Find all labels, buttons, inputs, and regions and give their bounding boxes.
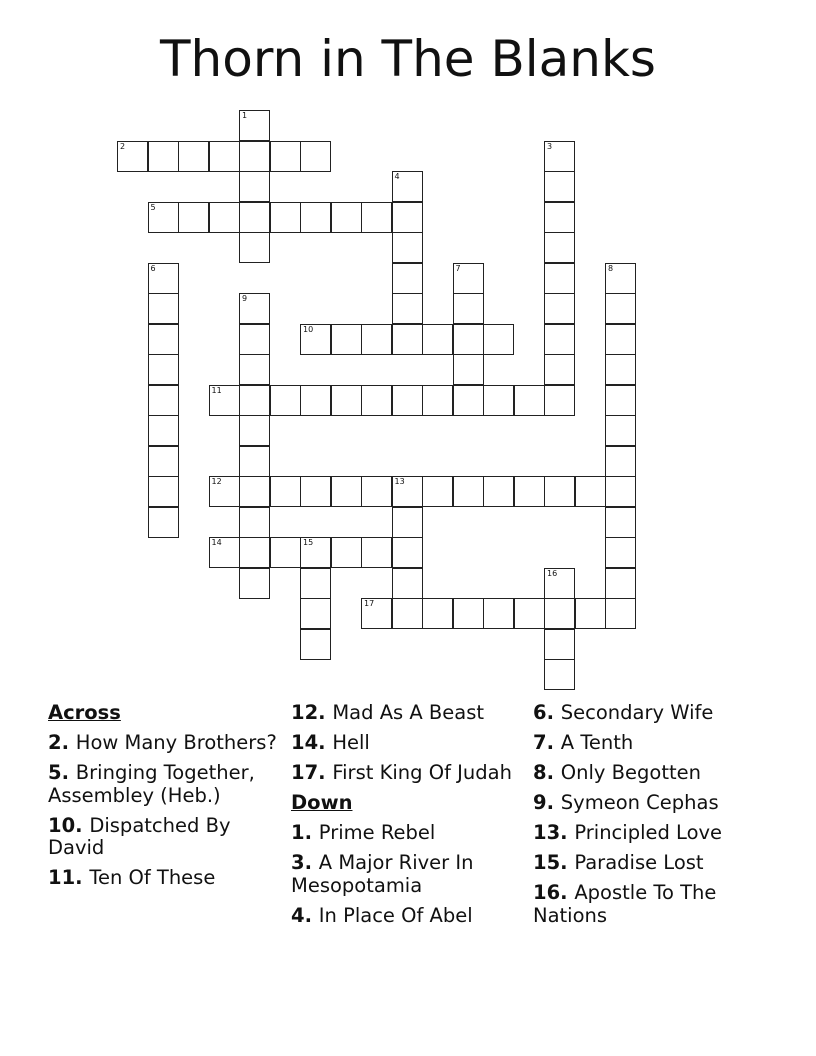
- grid-cell[interactable]: [453, 263, 484, 294]
- grid-cell[interactable]: [331, 476, 362, 507]
- grid-cell[interactable]: [361, 476, 392, 507]
- cell-number: 10: [303, 324, 314, 334]
- grid-cell[interactable]: [392, 263, 423, 294]
- grid-cell[interactable]: [239, 171, 270, 202]
- grid-cell[interactable]: [300, 324, 331, 355]
- grid-cell[interactable]: [392, 507, 423, 538]
- grid-cell[interactable]: [483, 324, 514, 355]
- clue-across-14: 14. Hell: [291, 731, 370, 754]
- grid-cell[interactable]: [239, 141, 270, 172]
- clue-across-17: 17. First King Of Judah: [291, 761, 512, 784]
- grid-cell[interactable]: [178, 202, 209, 233]
- grid-cell[interactable]: [300, 476, 331, 507]
- grid-cell[interactable]: [544, 659, 575, 690]
- grid-cell[interactable]: [300, 629, 331, 660]
- clue-text: Secondary Wife: [560, 701, 714, 724]
- cell-number: 6: [150, 263, 156, 273]
- grid-cell[interactable]: [270, 385, 301, 416]
- grid-cell[interactable]: [453, 293, 484, 324]
- grid-cell[interactable]: [392, 202, 423, 233]
- grid-cell[interactable]: [148, 385, 179, 416]
- clue-down-6: 6. Secondary Wife: [533, 701, 714, 724]
- grid-cell[interactable]: [300, 202, 331, 233]
- grid-cell[interactable]: [361, 385, 392, 416]
- clues-column-2: [291, 702, 527, 935]
- grid-cell[interactable]: [239, 446, 270, 477]
- grid-cell[interactable]: [605, 385, 636, 416]
- grid-cell[interactable]: [422, 598, 453, 629]
- clue-down-9: 9. Symeon Cephas: [533, 791, 719, 814]
- grid-cell[interactable]: [361, 598, 392, 629]
- grid-cell[interactable]: [544, 598, 575, 629]
- cell-number: 3: [547, 141, 553, 151]
- grid-cell[interactable]: [361, 537, 392, 568]
- grid-cell[interactable]: [300, 598, 331, 629]
- grid-cell[interactable]: [148, 324, 179, 355]
- cell-number: 7: [455, 263, 461, 273]
- clue-text: First King Of Judah: [332, 761, 512, 784]
- grid-cell[interactable]: [148, 507, 179, 538]
- grid-cell[interactable]: [544, 476, 575, 507]
- grid-cell[interactable]: [544, 202, 575, 233]
- clue-text: Only Begotten: [560, 761, 701, 784]
- grid-cell[interactable]: [209, 202, 240, 233]
- clue-down-1: 1. Prime Rebel: [291, 821, 436, 844]
- grid-cell[interactable]: [148, 141, 179, 172]
- grid-cell[interactable]: [483, 385, 514, 416]
- grid-cell[interactable]: [300, 141, 331, 172]
- grid-cell[interactable]: [605, 568, 636, 599]
- grid-cell[interactable]: [544, 141, 575, 172]
- grid-cell[interactable]: [239, 415, 270, 446]
- grid-cell[interactable]: [392, 598, 423, 629]
- clue-across-12: 12. Mad As A Beast: [291, 701, 485, 724]
- cell-number: 11: [211, 385, 222, 395]
- clue-down-8: 8. Only Begotten: [533, 761, 701, 784]
- clue-text: In Place Of Abel: [318, 903, 473, 927]
- cell-number: 9: [242, 294, 248, 303]
- grid-cell[interactable]: [392, 324, 423, 355]
- grid-cell[interactable]: [483, 476, 514, 507]
- grid-cell[interactable]: [514, 598, 545, 629]
- grid-cell[interactable]: [422, 324, 453, 355]
- cell-number: 16: [547, 568, 558, 578]
- grid-cell[interactable]: [148, 202, 179, 233]
- grid-cell[interactable]: [605, 537, 636, 568]
- grid-cell[interactable]: [575, 476, 606, 507]
- down-heading: Down: [291, 791, 353, 814]
- grid-cell[interactable]: [422, 476, 453, 507]
- grid-cell[interactable]: [209, 476, 240, 507]
- grid-cell[interactable]: [270, 537, 301, 568]
- grid-cell[interactable]: [239, 232, 270, 263]
- clue-across-11: 11. Ten Of These: [48, 866, 216, 889]
- clue-text: Paradise Lost: [574, 851, 704, 874]
- grid-cell[interactable]: [148, 415, 179, 446]
- grid-cell[interactable]: [453, 476, 484, 507]
- clue-across-5: 5. Bringing Together, Assembley (Heb.): [48, 761, 255, 807]
- grid-cell[interactable]: [453, 385, 484, 416]
- grid-cell[interactable]: [605, 446, 636, 477]
- grid-cell[interactable]: [270, 202, 301, 233]
- grid-cell[interactable]: [209, 537, 240, 568]
- grid-cell[interactable]: [239, 202, 270, 233]
- grid-cell[interactable]: [361, 324, 392, 355]
- grid-cell[interactable]: [544, 232, 575, 263]
- grid-cell[interactable]: [605, 598, 636, 629]
- grid-cell[interactable]: [544, 263, 575, 294]
- grid-cell[interactable]: [239, 385, 270, 416]
- cell-number: 15: [303, 538, 314, 547]
- clue-text: Symeon Cephas: [560, 791, 719, 814]
- clue-text: Apostle To The Nations: [533, 881, 717, 927]
- grid-cell[interactable]: [392, 293, 423, 324]
- grid-cell[interactable]: [453, 354, 484, 385]
- cell-number: 5: [150, 202, 156, 212]
- grid-cell[interactable]: [239, 293, 270, 324]
- grid-cell[interactable]: [209, 141, 240, 172]
- clue-text: Ten Of These: [89, 866, 216, 889]
- grid-cell[interactable]: [300, 385, 331, 416]
- clue-down-3: 3. A Major River In Mesopotamia: [291, 851, 474, 897]
- clue-across-2: 2. How Many Brothers?: [48, 731, 277, 754]
- clue-text: Prime Rebel: [318, 821, 436, 844]
- grid-cell[interactable]: [239, 507, 270, 538]
- cell-number: 1: [242, 111, 248, 120]
- clue-across-10: 10. Dispatched By David: [48, 813, 231, 859]
- grid-cell[interactable]: [331, 537, 362, 568]
- grid-cell[interactable]: [239, 324, 270, 355]
- grid-cell[interactable]: [453, 324, 484, 355]
- grid-cell[interactable]: [148, 354, 179, 385]
- grid-cell[interactable]: [392, 171, 423, 202]
- cell-number: 12: [211, 477, 222, 486]
- grid-cell[interactable]: [331, 385, 362, 416]
- grid-cell[interactable]: [605, 324, 636, 355]
- grid-cell[interactable]: [544, 385, 575, 416]
- grid-cell[interactable]: [422, 385, 453, 416]
- grid-cell[interactable]: [209, 385, 240, 416]
- grid-cell[interactable]: [605, 415, 636, 446]
- clue-text: Dispatched By David: [48, 813, 231, 859]
- clue-text: Mad As A Beast: [332, 701, 485, 724]
- grid-cell[interactable]: [605, 263, 636, 294]
- clue-text: A Major River In Mesopotamia: [291, 851, 474, 897]
- clue-text: Principled Love: [574, 821, 723, 844]
- grid-cell[interactable]: [239, 568, 270, 599]
- grid-cell[interactable]: [270, 476, 301, 507]
- grid-cell[interactable]: [514, 476, 545, 507]
- clue-text: How Many Brothers?: [75, 731, 277, 754]
- clue-text: Bringing Together, Assembley (Heb.): [48, 761, 255, 807]
- grid-cell[interactable]: [392, 232, 423, 263]
- cell-number: 8: [608, 263, 614, 273]
- grid-cell[interactable]: [148, 446, 179, 477]
- across-heading: Across: [48, 701, 121, 724]
- clue-down-15: 15. Paradise Lost: [533, 851, 704, 874]
- grid-cell[interactable]: [544, 568, 575, 599]
- clue-down-16: 16. Apostle To The Nations: [533, 881, 717, 927]
- clue-down-13: 13. Principled Love: [533, 821, 723, 844]
- grid-cell[interactable]: [392, 476, 423, 507]
- grid-cell[interactable]: [392, 385, 423, 416]
- cell-number: 17: [364, 599, 375, 608]
- grid-cell[interactable]: [453, 598, 484, 629]
- clues-column-1: [48, 702, 284, 897]
- grid-cell[interactable]: [148, 263, 179, 294]
- grid-cell[interactable]: [544, 171, 575, 202]
- cell-number: 13: [394, 477, 405, 486]
- grid-cell[interactable]: [300, 568, 331, 599]
- grid-cell[interactable]: [514, 385, 545, 416]
- clue-down-7: 7. A Tenth: [533, 731, 634, 754]
- clue-text: Hell: [332, 731, 370, 754]
- cell-number: 4: [394, 172, 400, 181]
- grid-cell[interactable]: [239, 354, 270, 385]
- grid-cell[interactable]: [361, 202, 392, 233]
- clue-text: A Tenth: [560, 731, 634, 754]
- grid-cell[interactable]: [239, 476, 270, 507]
- grid-cell[interactable]: [575, 598, 606, 629]
- grid-cell[interactable]: [270, 141, 301, 172]
- grid-cell[interactable]: [148, 476, 179, 507]
- grid-cell[interactable]: [483, 598, 514, 629]
- grid-cell[interactable]: [239, 110, 270, 141]
- grid-cell[interactable]: [300, 537, 331, 568]
- grid-cell[interactable]: [331, 202, 362, 233]
- grid-cell[interactable]: [239, 537, 270, 568]
- grid-cell[interactable]: [544, 629, 575, 660]
- grid-cell[interactable]: [605, 476, 636, 507]
- grid-cell[interactable]: [605, 293, 636, 324]
- cell-number: 14: [211, 538, 222, 547]
- grid-cell[interactable]: [392, 537, 423, 568]
- grid-cell[interactable]: [605, 354, 636, 385]
- grid-cell[interactable]: [544, 293, 575, 324]
- grid-cell[interactable]: [605, 507, 636, 538]
- grid-cell[interactable]: [117, 141, 148, 172]
- grid-cell[interactable]: [178, 141, 209, 172]
- cell-number: 2: [120, 141, 126, 151]
- grid-cell[interactable]: [392, 568, 423, 599]
- grid-cell[interactable]: [544, 354, 575, 385]
- puzzle-title: Thorn in The Blanks: [160, 30, 656, 88]
- grid-cell[interactable]: [544, 324, 575, 355]
- grid-cell[interactable]: [148, 293, 179, 324]
- clues-column-3: [533, 702, 769, 935]
- clue-down-4: 4. In Place Of Abel: [291, 903, 473, 927]
- grid-cell[interactable]: [331, 324, 362, 355]
